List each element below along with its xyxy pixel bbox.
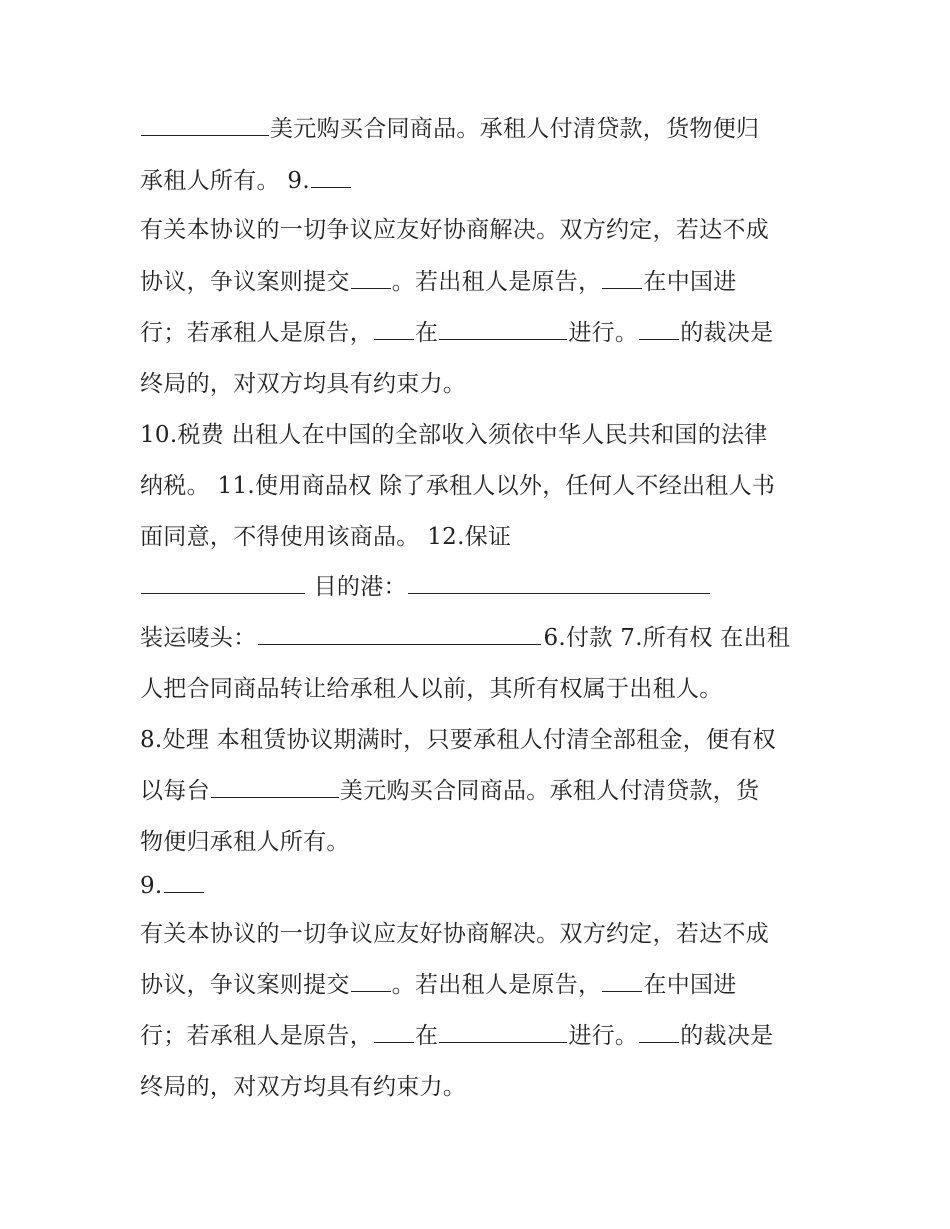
text-line (140, 266, 737, 298)
text-line (140, 113, 759, 145)
text-line (140, 673, 723, 705)
text-line (140, 1020, 773, 1052)
text-segment: 。若出租人是原告， (391, 972, 602, 998)
text-segment: 以每台 (140, 778, 210, 804)
fill-blank (164, 870, 204, 893)
text-segment: 美元购买合同商品。承租人付清贷款，货 (339, 778, 760, 804)
fill-blank (602, 969, 642, 992)
text-segment: 物便归承租人所有。 (140, 829, 350, 855)
text-line (140, 622, 790, 654)
fill-blank (439, 317, 567, 340)
text-segment: 进行。 (568, 320, 639, 346)
text-segment: 终局的，对双方均具有约束力。 (140, 371, 467, 397)
text-line (140, 470, 775, 502)
text-line (140, 826, 350, 858)
text-segment: 面同意，不得使用该商品。 12.保证 (140, 524, 512, 550)
text-segment: 承租人所有。 9. (140, 168, 310, 194)
fill-blank (351, 266, 391, 289)
text-line (140, 969, 737, 1001)
text-segment: 终局的，对双方均具有约束力。 (140, 1074, 467, 1100)
text-segment: 6.付款 7.所有权 在出租 (543, 625, 791, 651)
fill-blank (311, 165, 351, 188)
text-line (140, 165, 352, 197)
text-line (140, 368, 466, 400)
fill-blank (602, 266, 642, 289)
text-line (140, 214, 769, 246)
text-line (140, 775, 759, 807)
text-line (140, 918, 769, 950)
fill-blank (141, 113, 269, 136)
fill-blank (408, 571, 710, 594)
text-segment: 9. (140, 873, 163, 899)
text-segment: 的裁决是 (680, 320, 774, 346)
text-segment: 8.处理 本租赁协议期满时，只要承租人付清全部租金，便有权 (140, 727, 776, 753)
text-segment: 的裁决是 (680, 1023, 774, 1049)
text-segment: 有关本协议的一切争议应友好协商解决。双方约定，若达不成 (140, 217, 770, 243)
text-segment: 装运唛头： (140, 625, 257, 651)
text-segment: 。若出租人是原告， (391, 269, 602, 295)
text-line (140, 419, 768, 451)
fill-blank (639, 1020, 679, 1043)
text-line (140, 571, 711, 603)
fill-blank (374, 1020, 414, 1043)
fill-blank (639, 317, 679, 340)
text-line (140, 521, 511, 553)
fill-blank (351, 969, 391, 992)
text-segment: 目的港： (313, 574, 407, 600)
text-segment: 10.税费 出租人在中国的全部收入须依中华人民共和国的法律 (140, 422, 768, 448)
text-line (140, 870, 205, 902)
text-segment: 在中国进 (643, 269, 737, 295)
fill-blank (211, 775, 339, 798)
text-segment: 行；若承租人是原告， (140, 1023, 373, 1049)
fill-blank (439, 1020, 567, 1043)
text-segment: 进行。 (568, 1023, 639, 1049)
text-line (140, 724, 776, 756)
text-segment: 行；若承租人是原告， (140, 320, 373, 346)
text-segment: 在 (415, 320, 439, 346)
fill-blank (141, 571, 305, 594)
text-line (140, 317, 773, 349)
text-segment: 在中国进 (643, 972, 737, 998)
text-segment: 美元购买合同商品。承租人付清贷款，货物便归 (270, 116, 760, 142)
fill-blank (258, 622, 541, 645)
text-line (140, 1071, 466, 1103)
text-segment: 纳税。 11.使用商品权 除了承租人以外，任何人不经出租人书 (140, 473, 776, 499)
text-segment: 在 (415, 1023, 439, 1049)
text-segment: 协议，争议案则提交 (140, 972, 350, 998)
text-segment: 有关本协议的一切争议应友好协商解决。双方约定，若达不成 (140, 921, 770, 947)
text-segment: 协议，争议案则提交 (140, 269, 350, 295)
text-segment: 人把合同商品转让给承租人以前，其所有权属于出租人。 (140, 676, 723, 702)
fill-blank (374, 317, 414, 340)
